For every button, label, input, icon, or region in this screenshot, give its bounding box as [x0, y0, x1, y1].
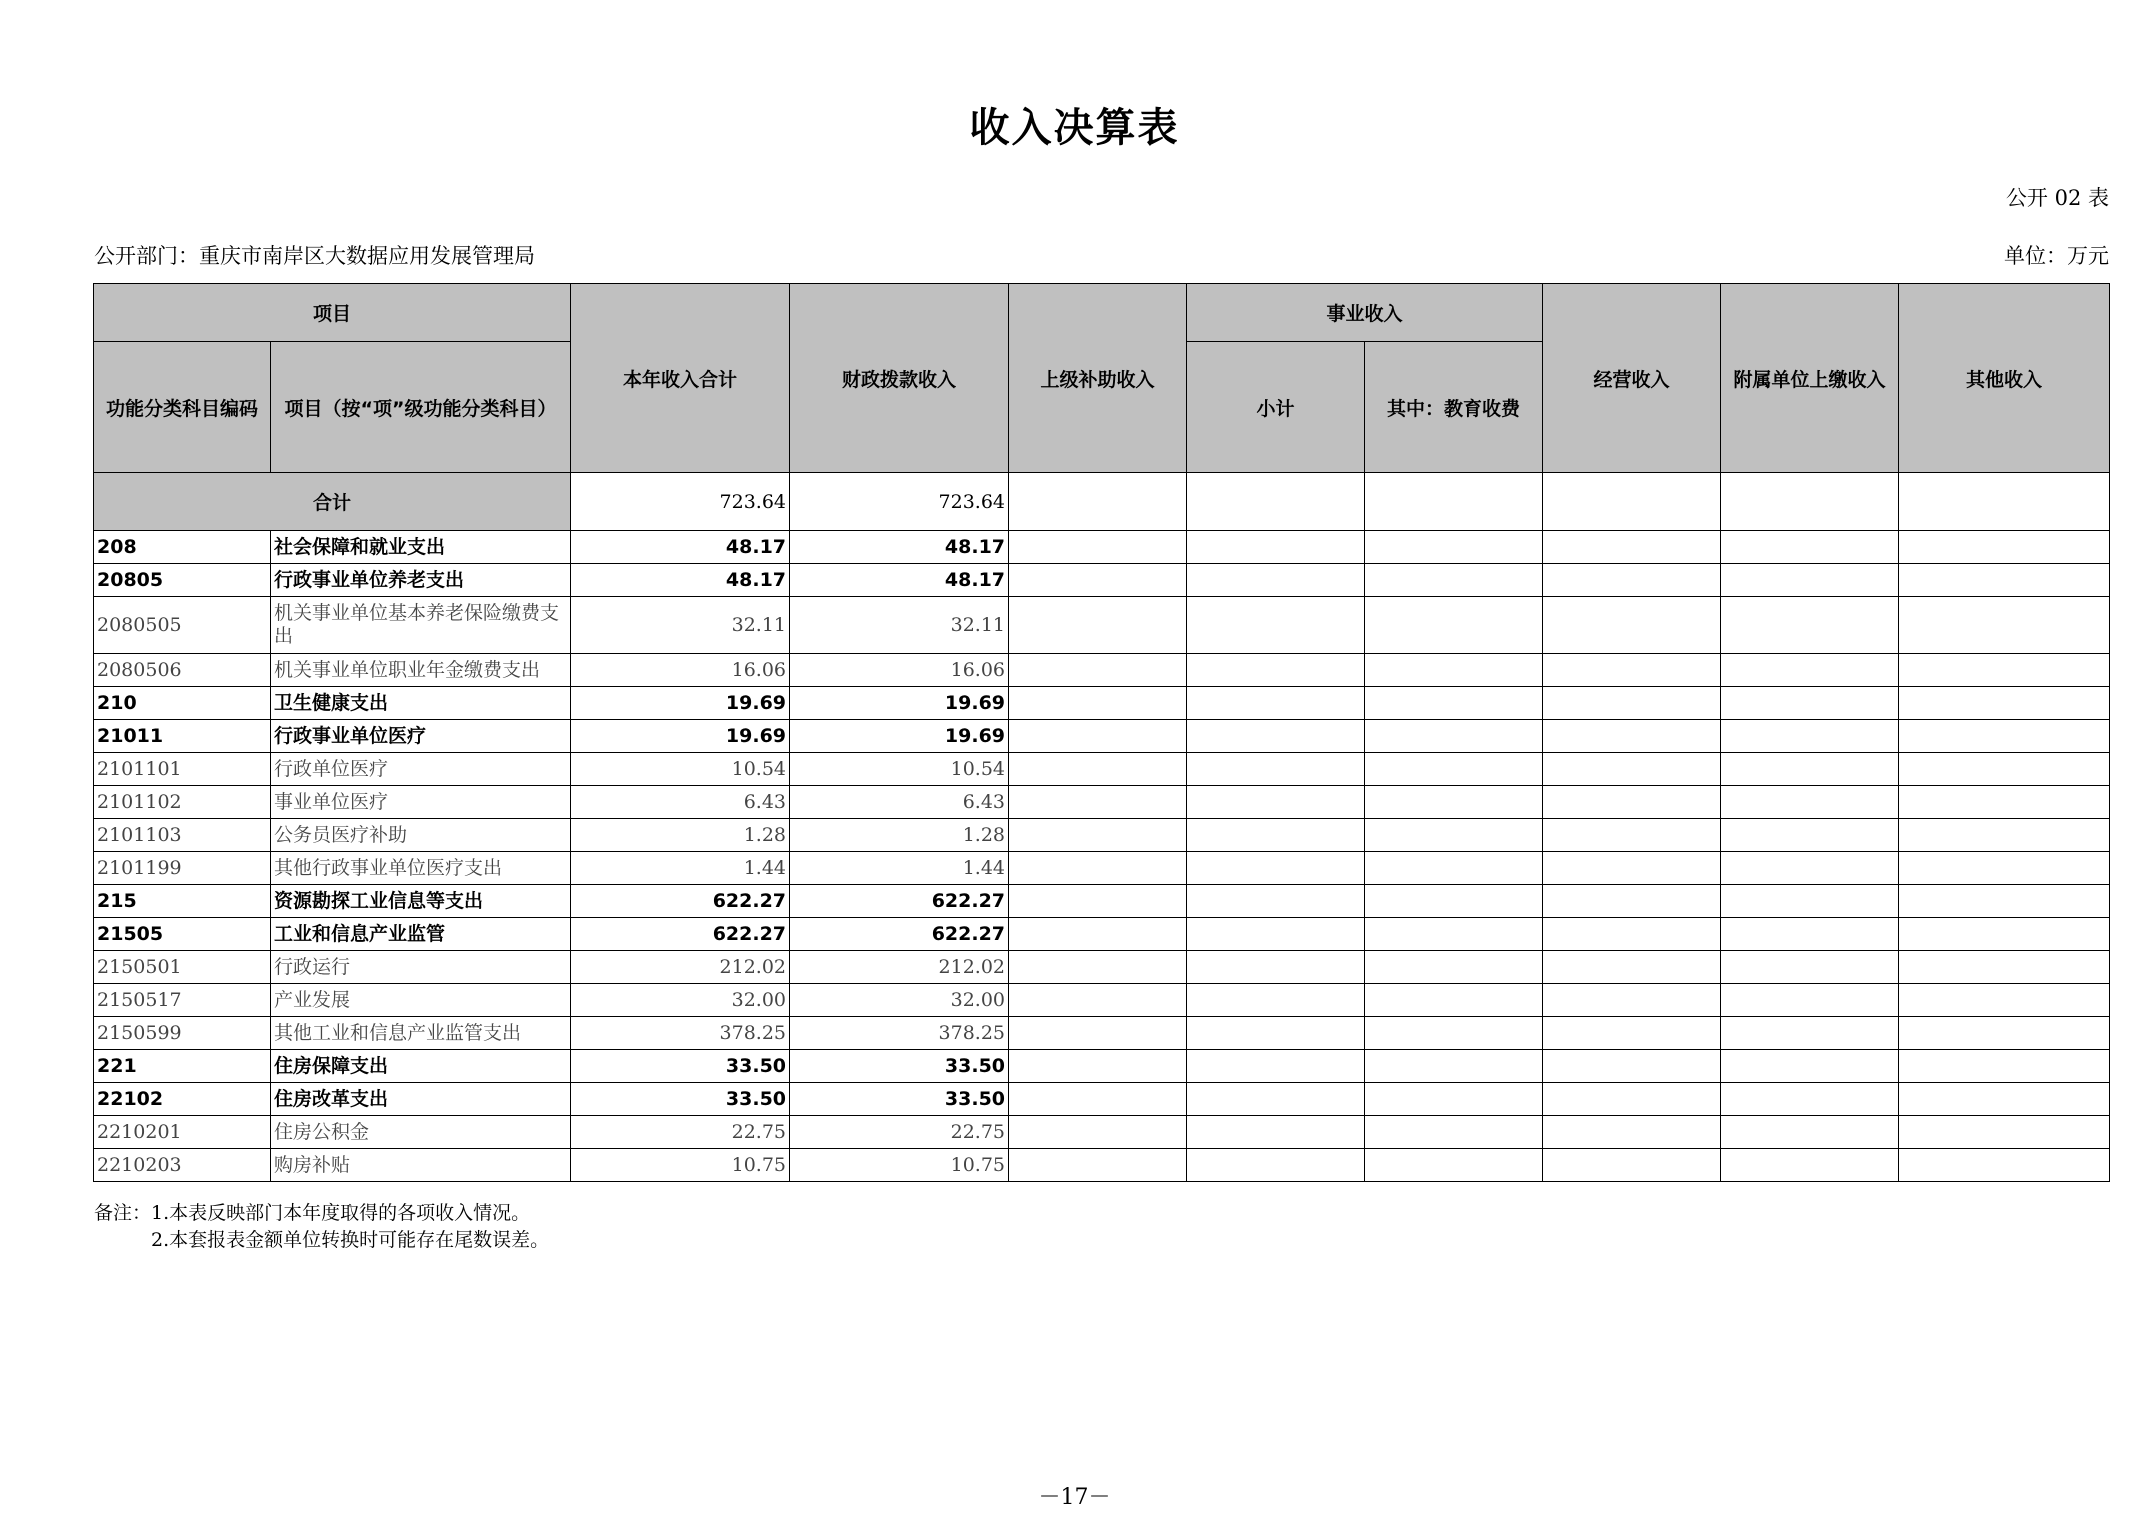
table-row [94, 531, 2110, 564]
note-1: 备注：1.本表反映部门本年度取得的各项收入情况。 [94, 1202, 531, 1224]
row-empty-cell [1009, 786, 1187, 819]
row-empty-cell [1899, 786, 2110, 819]
header-edu: 其中：教育收费 [1365, 342, 1543, 473]
row-empty-cell [1187, 819, 1365, 852]
row-fiscal: 10.75 [790, 1149, 1009, 1182]
row-empty-cell [1187, 597, 1365, 654]
row-empty-cell [1009, 951, 1187, 984]
header-name: 项目（按“项”级功能分类科目） [271, 342, 571, 473]
row-empty-cell [1009, 885, 1187, 918]
table-row [94, 1050, 2110, 1083]
row-empty-cell [1543, 852, 1721, 885]
row-empty-cell [1899, 687, 2110, 720]
row-fiscal: 19.69 [790, 720, 1009, 753]
row-empty-cell [1365, 1149, 1543, 1182]
header-operating: 经营收入 [1543, 284, 1721, 473]
row-empty-cell [1365, 564, 1543, 597]
row-empty-cell [1543, 687, 1721, 720]
row-empty-cell [1187, 531, 1365, 564]
row-code: 221 [94, 1050, 271, 1083]
row-total: 10.54 [571, 753, 790, 786]
row-empty-cell [1365, 720, 1543, 753]
row-empty-cell [1187, 885, 1365, 918]
row-fiscal: 22.75 [790, 1116, 1009, 1149]
income-table [93, 283, 2110, 1182]
row-empty-cell [1009, 1116, 1187, 1149]
row-name: 行政事业单位养老支出 [271, 564, 571, 597]
row-total: 33.50 [571, 1083, 790, 1116]
row-name: 机关事业单位基本养老保险缴费支出 [271, 597, 571, 654]
table-row [94, 597, 2110, 654]
row-empty-cell [1721, 531, 1899, 564]
row-empty-cell [1187, 564, 1365, 597]
row-empty-cell [1721, 654, 1899, 687]
row-code: 2150501 [94, 951, 271, 984]
table-row [94, 786, 2110, 819]
table-row [94, 1083, 2110, 1116]
table-row [94, 687, 2110, 720]
row-empty-cell [1009, 753, 1187, 786]
table-row [94, 753, 2110, 786]
row-empty-cell [1543, 654, 1721, 687]
row-code: 21505 [94, 918, 271, 951]
row-empty-cell [1899, 1083, 2110, 1116]
row-code: 2150599 [94, 1017, 271, 1050]
row-code: 208 [94, 531, 271, 564]
row-empty-cell [1187, 984, 1365, 1017]
row-fiscal: 10.54 [790, 753, 1009, 786]
row-name: 公务员医疗补助 [271, 819, 571, 852]
table-row [94, 984, 2110, 1017]
row-code: 2080506 [94, 654, 271, 687]
row-empty-cell [1365, 885, 1543, 918]
row-empty-cell [1365, 654, 1543, 687]
row-code: 215 [94, 885, 271, 918]
table-row [94, 1116, 2110, 1149]
row-fiscal: 212.02 [790, 951, 1009, 984]
row-empty-cell [1543, 885, 1721, 918]
row-code: 2101102 [94, 786, 271, 819]
row-empty-cell [1365, 531, 1543, 564]
row-empty-cell [1721, 1116, 1899, 1149]
row-empty-cell [1187, 1149, 1365, 1182]
row-fiscal: 48.17 [790, 531, 1009, 564]
header-code: 功能分类科目编码 [94, 342, 271, 473]
row-empty-cell [1365, 597, 1543, 654]
row-total: 622.27 [571, 885, 790, 918]
row-total: 622.27 [571, 918, 790, 951]
table-row [94, 819, 2110, 852]
row-empty-cell [1543, 753, 1721, 786]
row-fiscal: 1.44 [790, 852, 1009, 885]
row-empty-cell [1899, 1050, 2110, 1083]
row-fiscal: 622.27 [790, 918, 1009, 951]
row-fiscal: 32.11 [790, 597, 1009, 654]
row-empty-cell [1009, 819, 1187, 852]
row-empty-cell [1721, 564, 1899, 597]
row-name: 购房补贴 [271, 1149, 571, 1182]
row-empty-cell [1899, 531, 2110, 564]
row-total: 1.28 [571, 819, 790, 852]
row-code: 2210203 [94, 1149, 271, 1182]
row-name: 住房公积金 [271, 1116, 571, 1149]
note-2: 2.本套报表金额单位转换时可能存在尾数误差。 [151, 1229, 550, 1251]
table-row [94, 1149, 2110, 1182]
row-empty-cell [1187, 1017, 1365, 1050]
row-empty-cell [1187, 1050, 1365, 1083]
row-empty-cell [1543, 918, 1721, 951]
row-empty-cell [1721, 786, 1899, 819]
row-fiscal: 33.50 [790, 1083, 1009, 1116]
row-empty-cell [1721, 819, 1899, 852]
total-fiscal-value: 723.64 [790, 473, 1009, 531]
row-fiscal: 1.28 [790, 819, 1009, 852]
row-empty-cell [1899, 1149, 2110, 1182]
row-code: 2101199 [94, 852, 271, 885]
row-empty-cell [1721, 918, 1899, 951]
row-total: 212.02 [571, 951, 790, 984]
page-title: 收入决算表 [969, 105, 1180, 151]
row-empty-cell [1543, 564, 1721, 597]
row-empty-cell [1543, 819, 1721, 852]
row-code: 2101103 [94, 819, 271, 852]
table-row [94, 885, 2110, 918]
row-empty-cell [1899, 1017, 2110, 1050]
header-fiscal: 财政拨款收入 [790, 284, 1009, 473]
row-empty-cell [1365, 984, 1543, 1017]
row-total: 32.11 [571, 597, 790, 654]
row-name: 工业和信息产业监管 [271, 918, 571, 951]
row-empty-cell [1365, 687, 1543, 720]
row-code: 2101101 [94, 753, 271, 786]
department-label: 公开部门：重庆市南岸区大数据应用发展管理局 [94, 244, 535, 268]
row-total: 19.69 [571, 720, 790, 753]
row-name: 其他工业和信息产业监管支出 [271, 1017, 571, 1050]
row-fiscal: 19.69 [790, 687, 1009, 720]
total-row [94, 473, 2110, 531]
row-empty-cell [1721, 885, 1899, 918]
row-empty-cell [1187, 951, 1365, 984]
row-name: 社会保障和就业支出 [271, 531, 571, 564]
row-name: 行政单位医疗 [271, 753, 571, 786]
row-empty-cell [1009, 597, 1187, 654]
row-empty-cell [1899, 564, 2110, 597]
row-empty-cell [1009, 531, 1187, 564]
row-empty-cell [1009, 654, 1187, 687]
row-total: 10.75 [571, 1149, 790, 1182]
row-total: 48.17 [571, 564, 790, 597]
table-row [94, 1017, 2110, 1050]
row-empty-cell [1365, 753, 1543, 786]
total-income-value: 723.64 [571, 473, 790, 531]
total-label: 合计 [94, 473, 571, 531]
row-fiscal: 33.50 [790, 1050, 1009, 1083]
row-empty-cell [1365, 819, 1543, 852]
row-empty-cell [1721, 951, 1899, 984]
row-empty-cell [1721, 984, 1899, 1017]
row-empty-cell [1187, 1083, 1365, 1116]
row-empty-cell [1543, 1149, 1721, 1182]
table-row [94, 564, 2110, 597]
row-empty-cell [1543, 1116, 1721, 1149]
row-name: 住房改革支出 [271, 1083, 571, 1116]
header-superior: 上级补助收入 [1009, 284, 1187, 473]
row-empty-cell [1721, 1017, 1899, 1050]
row-empty-cell [1899, 984, 2110, 1017]
row-fiscal: 6.43 [790, 786, 1009, 819]
row-empty-cell [1899, 654, 2110, 687]
row-empty-cell [1721, 753, 1899, 786]
row-code: 210 [94, 687, 271, 720]
row-empty-cell [1899, 753, 2110, 786]
row-empty-cell [1365, 852, 1543, 885]
row-empty-cell [1187, 654, 1365, 687]
row-empty-cell [1365, 951, 1543, 984]
row-empty-cell [1187, 786, 1365, 819]
row-name: 卫生健康支出 [271, 687, 571, 720]
row-total: 32.00 [571, 984, 790, 1017]
row-empty-cell [1187, 918, 1365, 951]
row-empty-cell [1721, 1050, 1899, 1083]
row-empty-cell [1009, 1083, 1187, 1116]
row-empty-cell [1365, 1017, 1543, 1050]
row-code: 2080505 [94, 597, 271, 654]
row-empty-cell [1899, 918, 2110, 951]
row-empty-cell [1365, 786, 1543, 819]
row-empty-cell [1899, 819, 2110, 852]
row-total: 16.06 [571, 654, 790, 687]
row-name: 其他行政事业单位医疗支出 [271, 852, 571, 885]
row-empty-cell [1009, 1017, 1187, 1050]
row-empty-cell [1543, 720, 1721, 753]
form-number: 公开 02 表 [2005, 186, 2109, 210]
notes [94, 1200, 549, 1254]
row-empty-cell [1187, 753, 1365, 786]
row-empty-cell [1187, 720, 1365, 753]
row-code: 20805 [94, 564, 271, 597]
row-code: 21011 [94, 720, 271, 753]
row-empty-cell [1009, 918, 1187, 951]
table-row [94, 654, 2110, 687]
row-empty-cell [1187, 1116, 1365, 1149]
row-fiscal: 32.00 [790, 984, 1009, 1017]
header-subtotal: 小计 [1187, 342, 1365, 473]
unit-label: 单位：万元 [2004, 244, 2109, 268]
row-empty-cell [1543, 984, 1721, 1017]
row-fiscal: 622.27 [790, 885, 1009, 918]
row-empty-cell [1009, 720, 1187, 753]
row-empty-cell [1009, 687, 1187, 720]
row-empty-cell [1365, 918, 1543, 951]
row-fiscal: 378.25 [790, 1017, 1009, 1050]
row-empty-cell [1009, 564, 1187, 597]
table-row [94, 918, 2110, 951]
row-total: 19.69 [571, 687, 790, 720]
row-empty-cell [1187, 687, 1365, 720]
row-empty-cell [1899, 720, 2110, 753]
row-empty-cell [1899, 597, 2110, 654]
row-total: 48.17 [571, 531, 790, 564]
row-name: 产业发展 [271, 984, 571, 1017]
row-empty-cell [1543, 597, 1721, 654]
row-empty-cell [1543, 951, 1721, 984]
row-empty-cell [1009, 1050, 1187, 1083]
row-empty-cell [1721, 1149, 1899, 1182]
row-total: 33.50 [571, 1050, 790, 1083]
header-total-income: 本年收入合计 [571, 284, 790, 473]
header-item: 项目 [94, 284, 571, 342]
row-empty-cell [1721, 597, 1899, 654]
row-empty-cell [1899, 1116, 2110, 1149]
row-empty-cell [1543, 1083, 1721, 1116]
row-empty-cell [1009, 1149, 1187, 1182]
row-empty-cell [1721, 687, 1899, 720]
row-code: 22102 [94, 1083, 271, 1116]
row-name: 机关事业单位职业年金缴费支出 [271, 654, 571, 687]
row-empty-cell [1187, 852, 1365, 885]
row-total: 1.44 [571, 852, 790, 885]
row-empty-cell [1721, 1083, 1899, 1116]
table-row [94, 720, 2110, 753]
row-total: 6.43 [571, 786, 790, 819]
row-empty-cell [1009, 984, 1187, 1017]
row-name: 行政事业单位医疗 [271, 720, 571, 753]
row-empty-cell [1365, 1116, 1543, 1149]
row-name: 事业单位医疗 [271, 786, 571, 819]
row-empty-cell [1899, 885, 2110, 918]
row-empty-cell [1543, 1050, 1721, 1083]
row-empty-cell [1365, 1083, 1543, 1116]
row-empty-cell [1543, 1017, 1721, 1050]
row-name: 资源勘探工业信息等支出 [271, 885, 571, 918]
header-business: 事业收入 [1187, 284, 1543, 342]
row-fiscal: 16.06 [790, 654, 1009, 687]
row-total: 378.25 [571, 1017, 790, 1050]
row-empty-cell [1543, 786, 1721, 819]
row-empty-cell [1009, 852, 1187, 885]
row-empty-cell [1721, 720, 1899, 753]
row-total: 22.75 [571, 1116, 790, 1149]
header-other: 其他收入 [1899, 284, 2110, 473]
row-code: 2210201 [94, 1116, 271, 1149]
row-empty-cell [1365, 1050, 1543, 1083]
row-name: 住房保障支出 [271, 1050, 571, 1083]
row-fiscal: 48.17 [790, 564, 1009, 597]
row-empty-cell [1899, 951, 2110, 984]
table-row [94, 852, 2110, 885]
row-empty-cell [1721, 852, 1899, 885]
page-number: －17－ [1038, 1485, 1111, 1510]
row-empty-cell [1543, 531, 1721, 564]
row-empty-cell [1899, 852, 2110, 885]
row-name: 行政运行 [271, 951, 571, 984]
table-row [94, 951, 2110, 984]
row-code: 2150517 [94, 984, 271, 1017]
header-affiliated: 附属单位上缴收入 [1721, 284, 1899, 473]
